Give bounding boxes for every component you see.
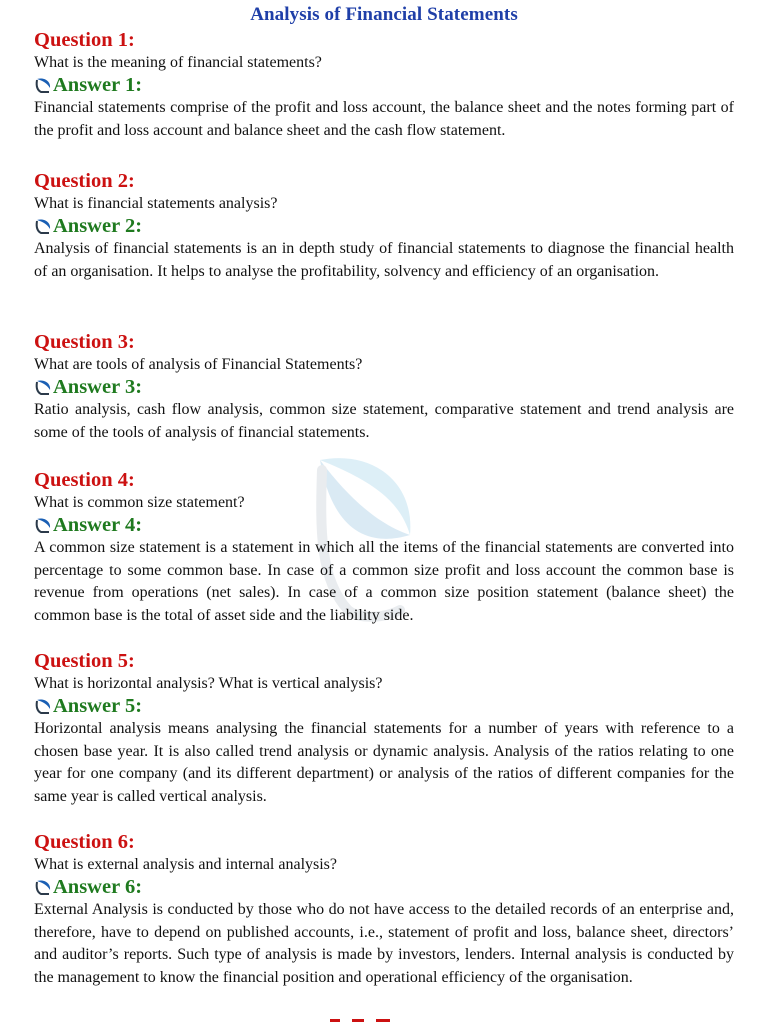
qa-block-5 (34, 649, 734, 808)
question-label: Question 2: (34, 170, 135, 192)
answer-heading (34, 694, 734, 718)
leaf-logo-icon (34, 878, 52, 896)
answer-label: Answer 5: (53, 695, 143, 717)
answer-label: Answer 1: (53, 74, 143, 96)
page-title: Analysis of Financial Statements (250, 4, 518, 25)
question-text: What are tools of analysis of Financial Statements? (34, 356, 363, 373)
qa-block-3 (34, 330, 734, 444)
leaf-logo-icon (34, 516, 52, 534)
question-text: What is financial statements analysis? (34, 195, 278, 212)
question-label: Question 1: (34, 29, 135, 51)
leaf-logo-icon (34, 217, 52, 235)
answer-text: Ratio analysis, cash flow analysis, common size statement, comparative statement and trend analysis are some of the tools of analysis of financial statements. (34, 401, 734, 441)
leaf-logo-icon (34, 378, 52, 396)
leaf-logo-icon (34, 76, 52, 94)
answer-label: Answer 4: (53, 514, 143, 536)
answer-text: Horizontal analysis means analysing the financial statements for a number of years with reference to a chosen base year. It is also called trend analysis or dynamic analysis. Analysis of the ratios relating to one year for one company (and its different department) or analysis of the ratios of different companies for the same year is called vertical analysis. (34, 720, 734, 805)
answer-text: External Analysis is conducted by those who do not have access to the detailed records of an enterprise and, therefore, have to depend on published accounts, i.e., statement of profit and loss, balance sheet, directors’ and auditor’s reports. Such type of analysis is made by investors, lenders. Internal analysis is conducted by the management to know the financial position and operational efficiency of the organisation. (34, 901, 734, 986)
answer-heading (34, 73, 734, 97)
qa-block-6 (34, 830, 734, 989)
qa-block-2 (34, 169, 734, 283)
question-text: What is external analysis and internal analysis? (34, 856, 338, 873)
question-label: Question 3: (34, 331, 135, 353)
answer-label: Answer 2: (53, 215, 143, 237)
answer-text: Analysis of financial statements is an in depth study of financial statements to diagnose the financial health of an organisation. It helps to analyse the profitability, solvency and efficiency of an organisation. (34, 240, 734, 280)
answer-text: A common size statement is a statement in which all the items of the financial statements are converted into percentage to some common base. In case of a common size profit and loss account the common base is revenue from operations (net sales). In case of a common size position statement (balance sheet) the common base is the total of asset side and the liability side. (34, 539, 734, 624)
answer-label: Answer 6: (53, 876, 143, 898)
answer-heading (34, 375, 734, 399)
question-label: Question 5: (34, 650, 135, 672)
question-label: Question 4: (34, 469, 135, 491)
qa-block-1 (34, 28, 734, 142)
question-text: What is common size statement? (34, 494, 245, 511)
qa-block-4 (34, 468, 734, 627)
answer-heading (34, 513, 734, 537)
leaf-logo-icon (34, 697, 52, 715)
answer-text: Financial statements comprise of the profit and loss account, the balance sheet and the notes forming part of the profit and loss account and balance sheet and the cash flow statement. (34, 99, 734, 139)
question-text: What is horizontal analysis? What is vertical analysis? (34, 675, 383, 692)
question-text: What is the meaning of financial statements? (34, 54, 322, 71)
answer-heading (34, 875, 734, 899)
cut-off-footer-mark (330, 1016, 410, 1024)
question-label: Question 6: (34, 831, 135, 853)
answer-label: Answer 3: (53, 376, 143, 398)
answer-heading (34, 214, 734, 238)
